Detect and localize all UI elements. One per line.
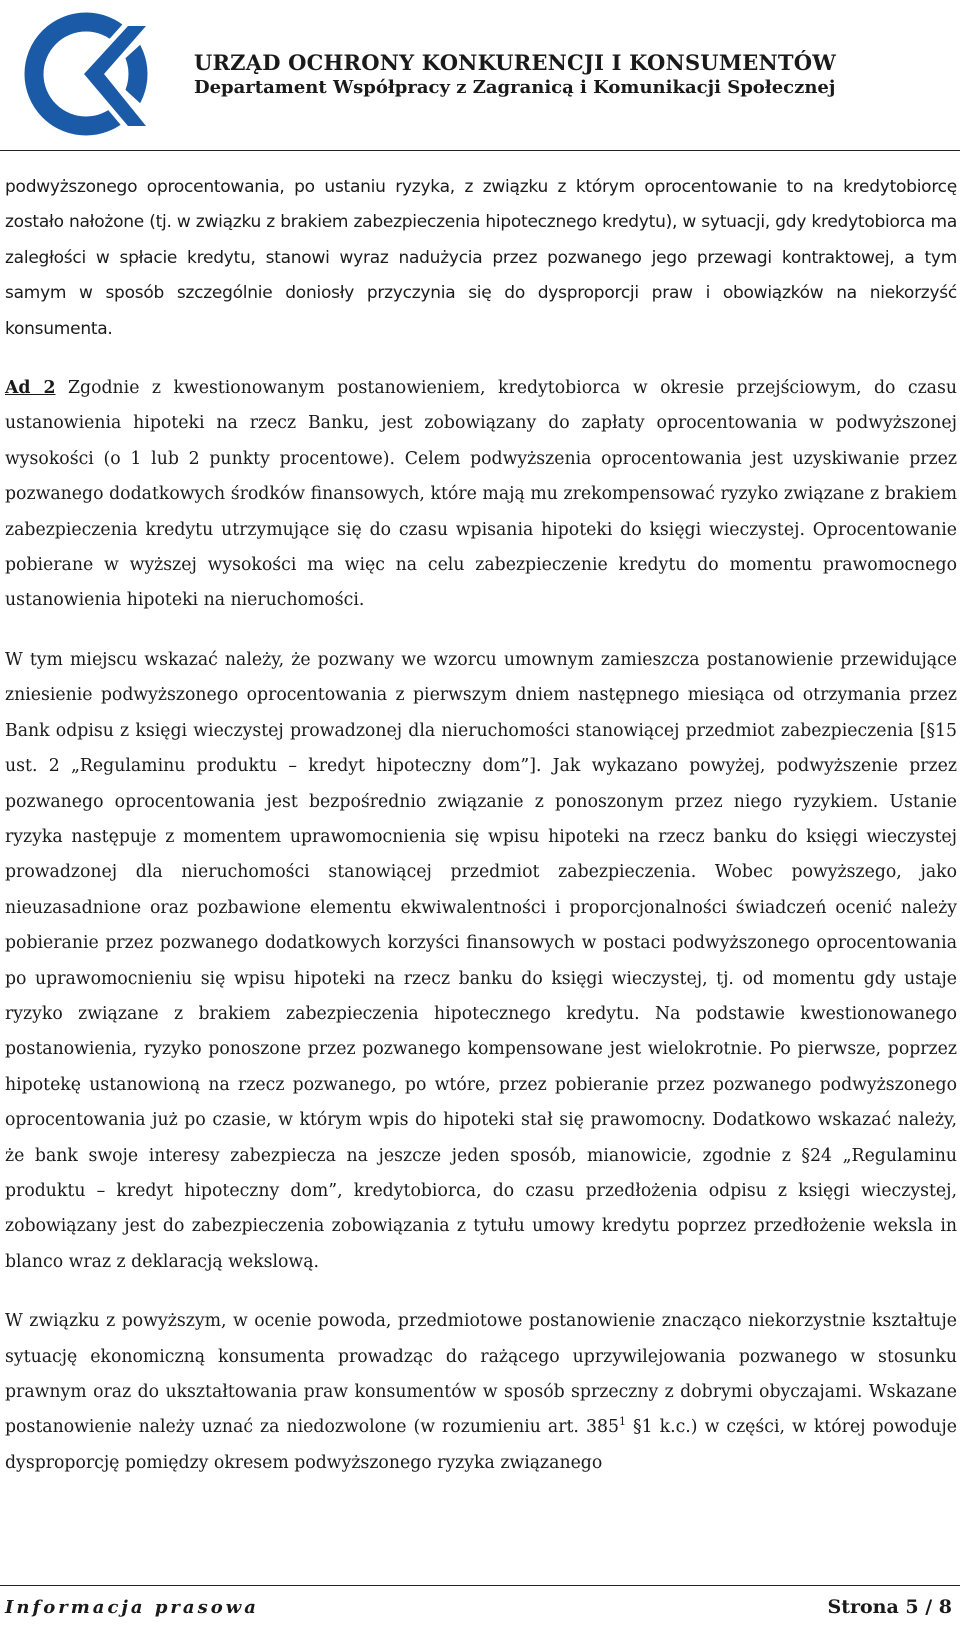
paragraph-ad-2: [5, 371, 957, 619]
organization-name: [194, 50, 836, 100]
ad-2-label: Ad 2: [5, 378, 56, 399]
paragraph-4: [5, 1304, 957, 1481]
uokik-logo-icon: [22, 10, 158, 142]
paragraph-ad-2-text: Zgodnie z kwestionowanym postanowieniem, kredytobiorca w okresie przejściowym, do czasu ustanowienia hipoteki na rzecz Banku, jest zobowiązany do zapłaty oprocentowania w podwyższonej wysokości (o 1 lub 2 punkty procentowe). Celem podwyższenia oprocentowania jest uzyskiwanie przez pozwanego dodatkowych środków finansowych, które mają mu zrekompensować ryzyko związane z brakiem zabezpieczenia kredytu utrzymujące się do czasu wpisania hipoteki do księgi wieczystej. Oprocentowanie pobierane w wyższej wysokości ma więc na celu zabezpieczenie kredytu do momentu prawomocnego ustanowienia hipoteki na nieruchomości.: [5, 378, 957, 611]
org-title: URZĄD OCHRONY KONKURENCJI I KONSUMENTÓW: [194, 50, 836, 75]
superscript: 1: [618, 1415, 626, 1429]
page-header: [0, 0, 960, 150]
footer-label: Informacja prasowa: [5, 1597, 259, 1618]
header-divider: [0, 150, 960, 151]
paragraph-4-part-b: §1 k.c.) w części, w której powoduje dysproporcję pomiędzy okresem podwyższonego ryzyka związanego: [5, 1417, 957, 1473]
department-title: Departament Współpracy z Zagranicą i Komunikacji Społecznej: [194, 77, 836, 98]
paragraph-3: W tym miejscu wskazać należy, że pozwany we wzorcu umownym zamieszcza postanowienie przewidujące zniesienie podwyższonego oprocentowania z pierwszym dniem następnego miesiąca od otrzymania przez Bank odpisu z księgi wieczystej prowadzonej dla nieruchomości stanowiącej przedmiot zabezpieczenia [§15 ust. 2 „Regulaminu produktu – kredyt hipoteczny dom”]. Jak wykazano powyżej, podwyższenie przez pozwanego oprocentowania jest bezpośrednio związanie z ponoszonym przez niego ryzykiem. Ustanie ryzyka następuje z momentem uprawomocnienia się wpisu hipoteki na rzecz banku do księgi wieczystej prowadzonej dla nieruchomości stanowiącej przedmiot zabezpieczenia. Wobec powyższego, jako nieuzasadnione oraz pozbawione elementu ekwiwalentności i proporcjonalności świadczeń ocenić należy pobieranie przez pozwanego dodatkowych korzyści finansowych w postaci podwyższonego oprocentowania po uprawomocnieniu się wpisu hipoteki na rzecz banku do księgi wieczystej, tj. od momentu gdy ustaje ryzyko związane z brakiem zabezpieczenia hipotecznego kredytu. Na podstawie kwestionowanego postanowienia, ryzyko ponoszone przez pozwanego kompensowane jest wielokrotnie. Po pierwsze, poprzez hipotekę ustanowioną na rzecz pozwanego, po wtóre, przez pobieranie przez pozwanego podwyższonego oprocentowania już po czasie, w którym wpis do hipoteki stał się prawomocny. Dodatkowo wskazać należy, że bank swoje interesy zabezpiecza na jeszcze jeden sposób, mianowicie, zgodnie z §24 „Regulaminu produktu – kredyt hipoteczny dom”, kredytobiorca, do czasu przedłożenia odpisu z księgi wieczystej, zobowiązany jest do zabezpieczenia zobowiązania z tytułu umowy kredytu poprzez przedłożenie weksla in blanco wraz z deklaracją wekslową.: [5, 649, 957, 1272]
paragraph-1: podwyższonego oprocentowania, po ustaniu ryzyka, z związku z którym oprocentowanie to na kredytobiorcę zostało nałożone (tj. w związku z brakiem zabezpieczenia hipotecznego kredytu), w sytuacji, gdy kredytobiorca ma zaległości w spłacie kredytu, stanowi wyraz nadużycia przez pozwanego jego przewagi kontraktowej, a tym samym w sposób szczególnie doniosły przyczynia się do dysproporcji praw i obowiązków na niekorzyść konsumenta.: [5, 177, 957, 339]
page-number: Strona 5 / 8: [827, 1596, 952, 1618]
footer-divider: [0, 1585, 960, 1586]
document-body: [5, 170, 957, 1580]
paragraph-4-part-a: W związku z powyższym, w ocenie powoda, przedmiotowe postanowienie znacząco niekorzystnie kształtuje sytuację ekonomiczną konsumenta prowadząc do rażącego uprzywilejowania pozwanego w stosunku prawnym oraz do ukształtowania praw konsumentów w sposób sprzeczny z dobrymi obyczajami. Wskazane postanowienie należy uznać za niedozwolone (w rozumieniu art. 385: [5, 1311, 957, 1438]
